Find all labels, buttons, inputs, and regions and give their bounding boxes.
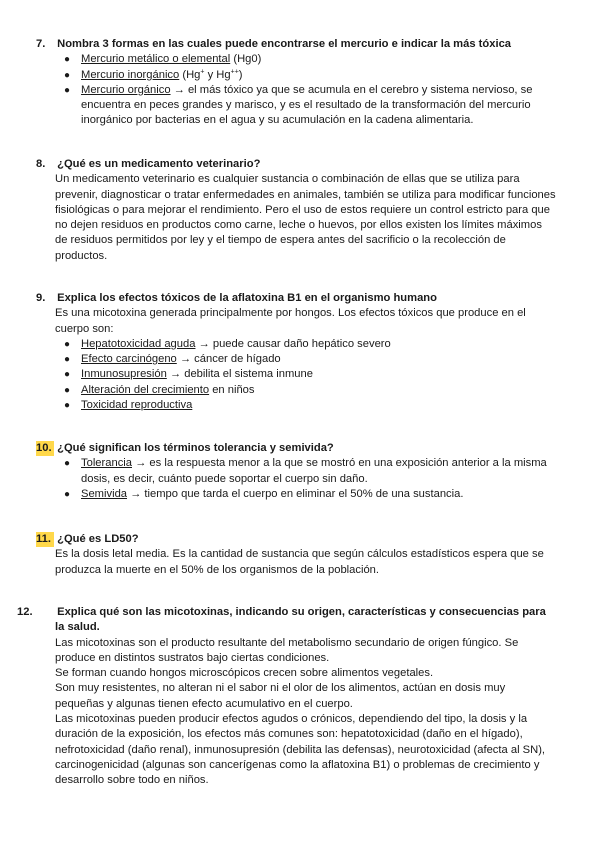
bullet-icon: ● [64,54,71,66]
toxic-effects-list [36,337,556,413]
bullet-icon: ● [64,369,71,381]
mercury-forms-list [36,52,556,128]
answer-text: Un medicamento veterinario es cualquier sustancia o combinación de ellas que se utiliza para prevenir, diagnosticar o tratar enfermedades en animales, también se utiliza para modificar funciones fisiológicas o para mejorar el rendimiento. Pero el uso de estos requiere un control estricto para que no dejen residuos en productos como carne, leche o huevos, por ellos existen los límites máximos de residuos permitidos por ley y el tiempo de espera antes del sacrificio o la recolección de productos. [55,173,556,262]
question-number: 8. [36,158,46,170]
question-11-heading [36,532,556,547]
list-item [64,337,556,352]
item-text: (Hg [179,68,201,81]
question-text: Nombra 3 formas en las cuales puede encontrarse el mercurio e indicar la más tóxica [57,38,512,50]
question-10 [36,441,556,502]
bullet-icon: ● [64,354,71,366]
list-item [64,367,556,382]
term: Efecto carcinógeno [81,353,177,366]
question-text: ¿Qué es LD50? [57,533,139,545]
question-number: 9. [36,292,46,304]
answer-paragraph: Las micotoxinas son el producto resultante del metabolismo secundario de origen fúngico. Se produce en distintos sustratos bajo ciertas condiciones. [55,636,519,664]
item-text: → el más tóxico ya que se acumula en el cerebro y sistema nervioso, se encuentra en peces grandes y marisco, y es el resultado de la transformación del mercurio inorgánico por bacterias en el agua y su acumulación en la cadena alimentaria. [81,83,533,127]
term: Inmunosupresión [81,368,167,381]
bullet-icon: ● [64,384,71,396]
question-12-heading [17,605,556,636]
question-10-heading [36,441,556,456]
list-item [64,487,556,502]
list-item [64,398,556,413]
item-text: en niños [209,383,255,396]
item-text: → cáncer de hígado [176,353,281,366]
question-9 [36,291,556,413]
item-text: → es la respuesta menor a la que se mostró en una exposición anterior a la misma dosis, es decir, cuánto puede soportar el cuerpo sin daño. [81,457,547,485]
term: Tolerancia [81,457,132,470]
question-12 [17,605,556,789]
question-number: 12. [17,606,33,618]
item-text: → puede causar daño hepático severo [195,337,391,350]
term: Semivida [81,487,128,500]
item-text: (Hg0) [230,53,262,66]
question-8 [36,157,556,264]
bullet-icon: ● [64,84,71,96]
terms-list [36,456,556,502]
question-number-highlighted: 11. [36,532,54,547]
question-number: 7. [36,38,46,50]
bullet-icon: ● [64,338,71,350]
list-item [64,67,556,83]
question-text: Explica los efectos tóxicos de la aflatoxina B1 en el organismo humano [57,292,437,304]
answer-text: Es la dosis letal media. Es la cantidad de sustancia que según cálculos estadísticos espera que se produzca la muerte en el 50% de los organismos de la población. [55,548,544,576]
answer-intro: Es una micotoxina generada principalmente por hongos. Los efectos tóxicos que produce en el cuerpo son: [55,307,526,335]
list-item [64,352,556,367]
bullet-icon: ● [64,458,71,470]
superscript: + [200,67,205,75]
question-7 [36,37,556,129]
item-text: ) [238,68,243,81]
term: Hepatotoxicidad aguda [81,337,196,350]
question-11 [36,532,556,578]
item-text: → debilita el sistema inmune [166,368,313,381]
answer-paragraph: Son muy resistentes, no alteran ni el sabor ni el olor de los alimentos, actúan en dosis muy pequeñas y algunas tienen efecto acumulativo en el cuerpo. [55,682,506,710]
question-8-heading [36,157,556,172]
answer-paragraph: Se forman cuando hongos microscópicos crecen sobre alimentos vegetales. [55,667,434,680]
list-item [64,52,556,67]
bullet-icon: ● [64,488,71,500]
bullet-icon: ● [64,400,71,412]
term: Alteración del crecimiento [81,383,210,396]
question-text: ¿Qué significan los términos tolerancia y semivida? [57,442,334,454]
superscript: ++ [230,67,239,75]
answer-paragraph: Las micotoxinas pueden producir efectos agudos o crónicos, dependiendo del tipo, la dosis y la duración de la exposición, los efectos más comunes son: hepatotoxicidad (daño en el hígado), nefrotoxicidad (daño renal), inmunosupresión (debilita las defensas), neurotoxicidad (afecta al SN), carcinogenicidad (algunas son cancerígenas como la aflatoxina B1) o problemas de crecimiento y desarrollo sobre todo en niños. [55,713,546,787]
question-9-heading [36,291,556,306]
list-item [64,456,556,487]
item-text: → tiempo que tarda el cuerpo en eliminar el 50% de una sustancia. [127,487,464,500]
term: Mercurio metálico o elemental [81,53,231,66]
question-7-heading [36,37,556,52]
item-text: y Hg [204,68,231,81]
term: Toxicidad reproductiva [81,399,193,412]
list-item [64,383,556,398]
term: Mercurio orgánico [81,83,171,96]
question-text: Explica qué son las micotoxinas, indicando su origen, características y consecuencias para la salud. [55,606,546,634]
bullet-icon: ● [64,69,71,81]
question-text: ¿Qué es un medicamento veterinario? [57,158,261,170]
term: Mercurio inorgánico [81,68,180,81]
question-number-highlighted: 10. [36,441,54,456]
list-item [64,83,556,129]
